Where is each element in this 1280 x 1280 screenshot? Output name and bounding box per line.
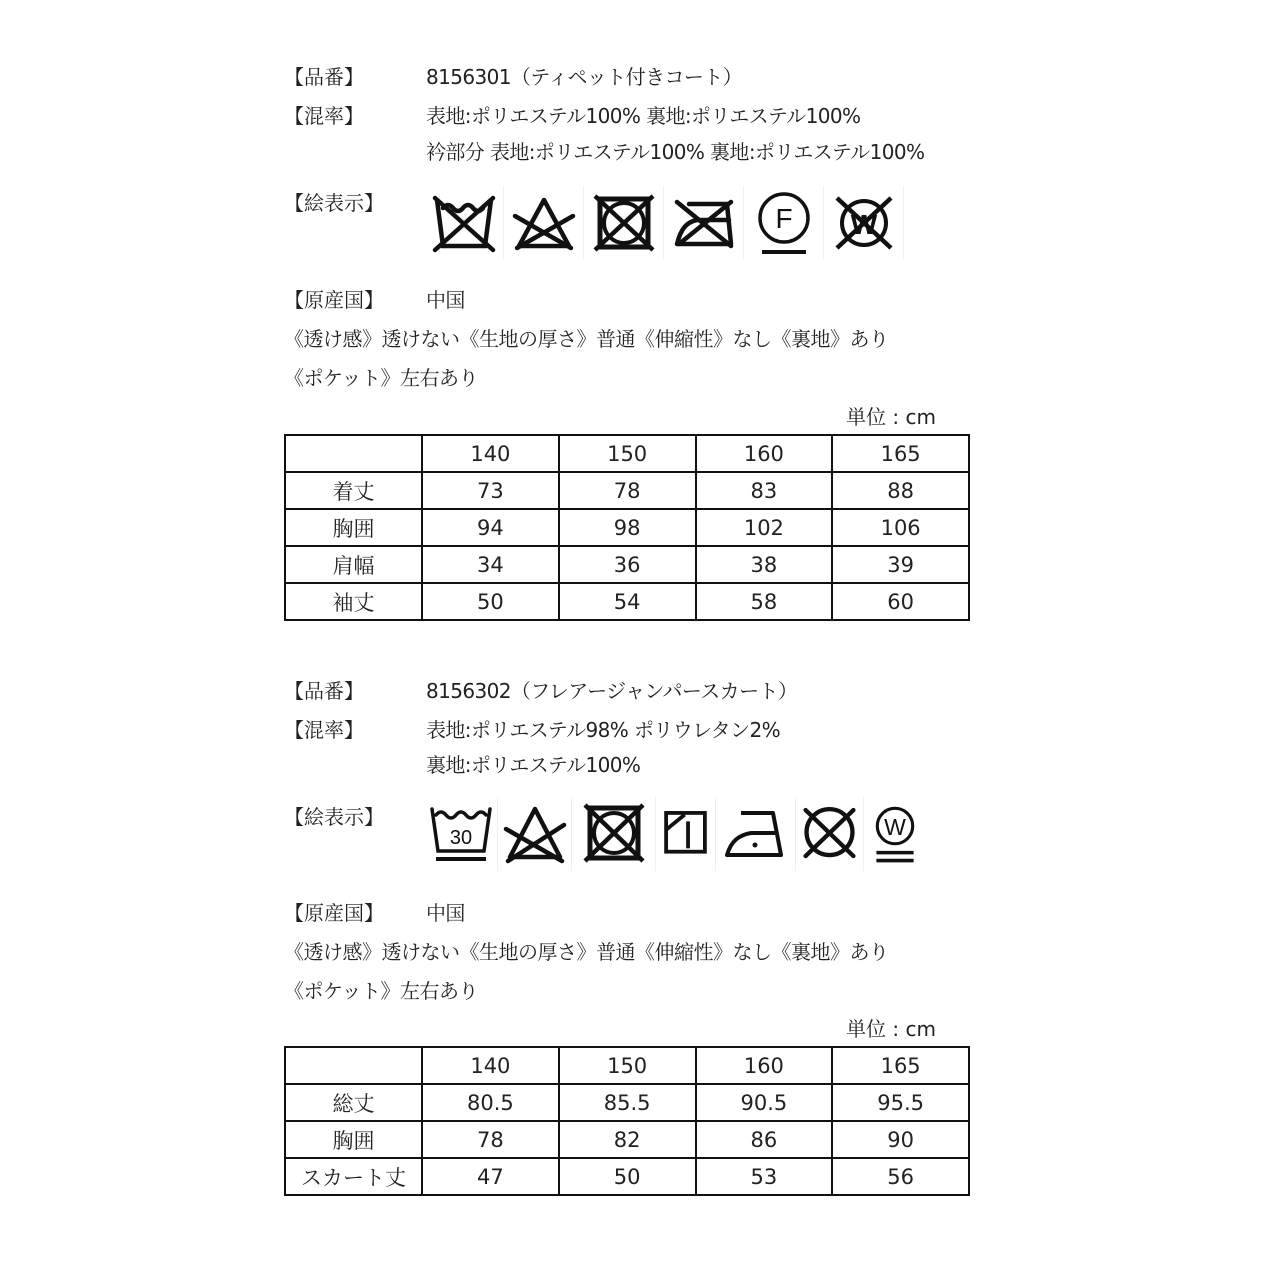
care-symbols xyxy=(424,186,904,260)
size-header: 160 xyxy=(696,1047,833,1084)
table-cell: 85.5 xyxy=(559,1084,696,1121)
fabric-properties: 《透け感》透けない《生地の厚さ》普通《伸縮性》なし《裏地》あり xyxy=(284,940,889,964)
table-corner xyxy=(285,435,422,472)
table-cell: 80.5 xyxy=(422,1084,559,1121)
no-dry-clean-icon xyxy=(796,797,864,871)
table-cell: 83 xyxy=(696,472,833,509)
table-cell: 82 xyxy=(559,1121,696,1158)
table-cell: 39 xyxy=(832,546,969,583)
size-header: 150 xyxy=(559,435,696,472)
pocket-info: 《ポケット》左右あり xyxy=(284,979,478,1003)
table-header-row xyxy=(285,1047,969,1084)
size-header: 165 xyxy=(832,1047,969,1084)
table-cell: 53 xyxy=(696,1158,833,1195)
no-wet-clean-icon xyxy=(824,186,904,260)
row-label: 着丈 xyxy=(285,472,422,509)
table-row xyxy=(285,546,969,583)
table-cell: 60 xyxy=(832,583,969,620)
size-header: 165 xyxy=(832,435,969,472)
unit-label: 単位 : cm xyxy=(846,405,936,429)
dry-clean-f-icon xyxy=(744,186,824,260)
wash-30-gentle-icon xyxy=(424,797,498,871)
table-row xyxy=(285,509,969,546)
product-number-value: 8156302（フレアージャンパースカート） xyxy=(426,679,798,703)
size-header: 140 xyxy=(422,1047,559,1084)
svg-text:W: W xyxy=(850,209,877,240)
row-label: 胸囲 xyxy=(285,509,422,546)
material-mix-line-1: 表地:ポリエステル98% ポリウレタン2% xyxy=(426,718,781,742)
table-cell: 78 xyxy=(559,472,696,509)
wet-clean-very-gentle-icon xyxy=(864,797,926,871)
no-tumble-dry-icon xyxy=(572,797,656,871)
material-mix-line-1: 表地:ポリエステル100% 裏地:ポリエステル100% xyxy=(426,104,861,128)
table-cell: 38 xyxy=(696,546,833,583)
row-label: 肩幅 xyxy=(285,546,422,583)
size-table xyxy=(284,434,970,621)
table-cell: 106 xyxy=(832,509,969,546)
no-iron-icon xyxy=(664,186,744,260)
iron-low-icon xyxy=(716,797,796,871)
table-cell: 98 xyxy=(559,509,696,546)
table-row xyxy=(285,583,969,620)
row-label: 胸囲 xyxy=(285,1121,422,1158)
size-header: 160 xyxy=(696,435,833,472)
origin-label: 【原産国】 xyxy=(284,901,384,925)
material-mix-line-2: 衿部分 表地:ポリエステル100% 裏地:ポリエステル100% xyxy=(426,140,925,164)
svg-text:30: 30 xyxy=(449,827,472,849)
table-cell: 88 xyxy=(832,472,969,509)
table-cell: 47 xyxy=(422,1158,559,1195)
origin-label: 【原産国】 xyxy=(284,288,384,312)
unit-label: 単位 : cm xyxy=(846,1017,936,1041)
table-cell: 102 xyxy=(696,509,833,546)
table-cell: 58 xyxy=(696,583,833,620)
row-label: スカート丈 xyxy=(285,1158,422,1195)
no-bleach-icon xyxy=(498,797,572,871)
row-label: 総丈 xyxy=(285,1084,422,1121)
svg-text:F: F xyxy=(774,203,793,234)
product-number-label: 【品番】 xyxy=(284,65,364,89)
table-row xyxy=(285,1121,969,1158)
no-bleach-icon xyxy=(504,186,584,260)
table-row xyxy=(285,1158,969,1195)
table-cell: 50 xyxy=(559,1158,696,1195)
table-cell: 90 xyxy=(832,1121,969,1158)
table-corner xyxy=(285,1047,422,1084)
product-number-label: 【品番】 xyxy=(284,679,364,703)
table-row xyxy=(285,472,969,509)
table-row xyxy=(285,1084,969,1121)
table-cell: 73 xyxy=(422,472,559,509)
table-header-row xyxy=(285,435,969,472)
material-mix-label: 【混率】 xyxy=(284,104,364,128)
care-symbols-label: 【絵表示】 xyxy=(284,805,384,829)
table-cell: 36 xyxy=(559,546,696,583)
material-mix-line-2: 裏地:ポリエステル100% xyxy=(426,753,641,777)
size-header: 150 xyxy=(559,1047,696,1084)
care-symbols-label: 【絵表示】 xyxy=(284,191,384,215)
table-cell: 78 xyxy=(422,1121,559,1158)
care-symbols xyxy=(424,797,926,871)
size-table xyxy=(284,1046,970,1196)
table-cell: 94 xyxy=(422,509,559,546)
no-wash-icon xyxy=(424,186,504,260)
table-cell: 50 xyxy=(422,583,559,620)
table-cell: 34 xyxy=(422,546,559,583)
pocket-info: 《ポケット》左右あり xyxy=(284,366,478,390)
table-cell: 95.5 xyxy=(832,1084,969,1121)
svg-text:W: W xyxy=(884,813,906,840)
row-label: 袖丈 xyxy=(285,583,422,620)
product-number-value: 8156301（ティペット付きコート） xyxy=(426,65,743,89)
no-tumble-dry-icon xyxy=(584,186,664,260)
table-cell: 56 xyxy=(832,1158,969,1195)
material-mix-label: 【混率】 xyxy=(284,718,364,742)
fabric-properties: 《透け感》透けない《生地の厚さ》普通《伸縮性》なし《裏地》あり xyxy=(284,327,889,351)
origin-value: 中国 xyxy=(426,288,465,312)
table-cell: 86 xyxy=(696,1121,833,1158)
table-cell: 90.5 xyxy=(696,1084,833,1121)
size-header: 140 xyxy=(422,435,559,472)
origin-value: 中国 xyxy=(426,901,465,925)
line-dry-shade-icon xyxy=(656,797,716,871)
table-cell: 54 xyxy=(559,583,696,620)
